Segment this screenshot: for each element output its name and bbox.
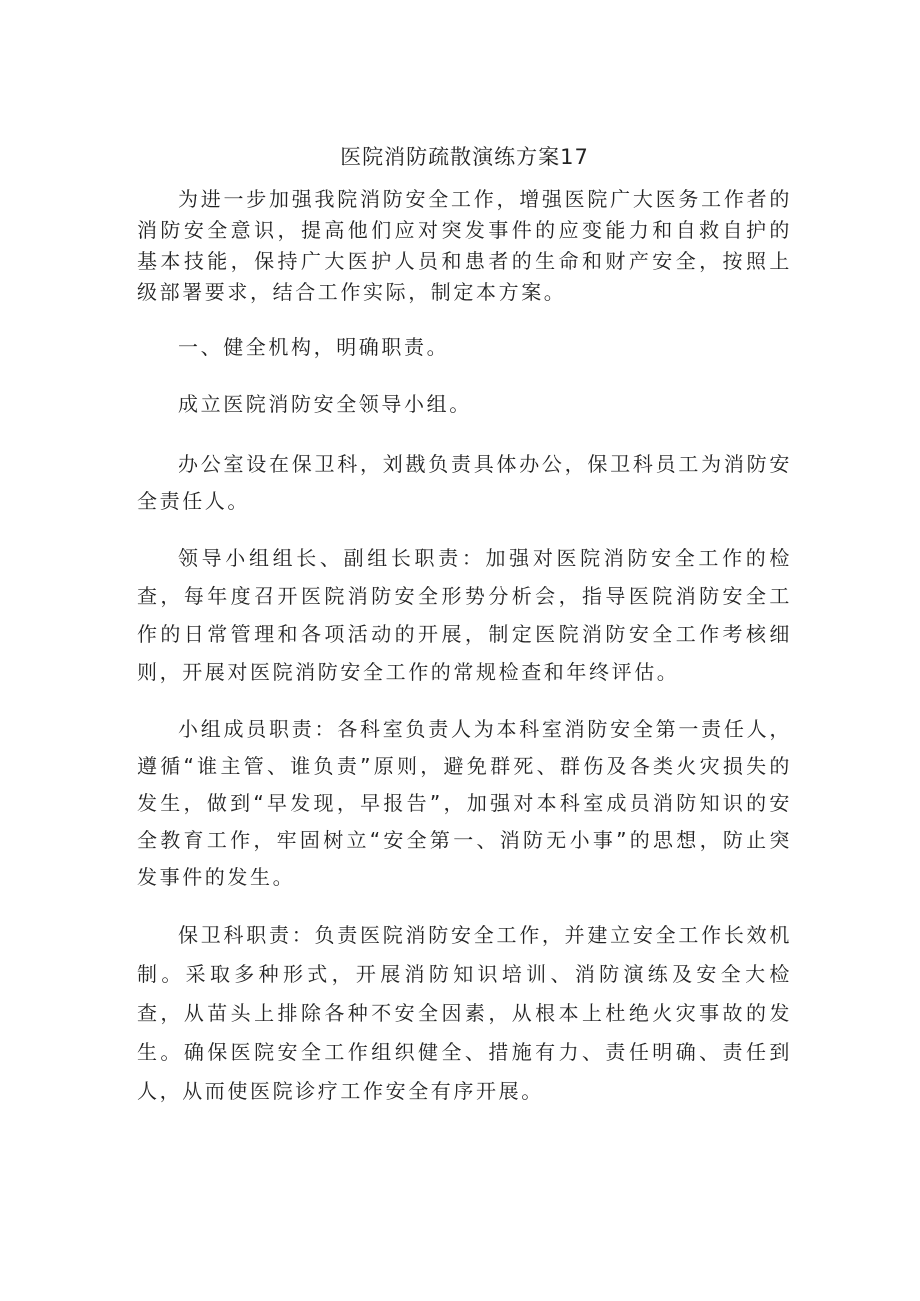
paragraph-security-duties: 保卫科职责：负责医院消防安全工作，并建立安全工作长效机制。采取多种形式，开展消防知识培训、消防演练及安全大检查，从苗头上排除各种不安全因素，从根本上杜绝火灾事故的发生。确保医院安全工作组织健全、措施有力、责任明确、责任到人，从而使医院诊疗工作安全有序开展。 — [137, 923, 792, 1103]
document-title: 医院消防疏散演练方案17 — [340, 145, 589, 169]
paragraph-intro: 为进一步加强我院消防安全工作，增强医院广大医务工作者的消防安全意识，提高他们应对突发事件的应变能力和自救自护的基本技能，保持广大医护人员和患者的生命和财产安全，按照上级部署要求，结合工作实际，制定本方案。 — [137, 187, 792, 304]
paragraph-member-duties: 小组成员职责：各科室负责人为本科室消防安全第一责任人，遵循“谁主管、谁负责”原则，避免群死、群伤及各类火灾损失的发生，做到“早发现，早报告”，加强对本科室成员消防知识的安全教育工作，牢固树立“安全第一、消防无小事”的思想，防止突发事件的发生。 — [137, 717, 792, 889]
paragraph-leader-duties: 领导小组组长、副组长职责：加强对医院消防安全工作的检查，每年度召开医院消防安全形势分析会，指导医院消防安全工作的日常管理和各项活动的开展，制定医院消防安全工作考核细则，开展对医院消防安全工作的常规检查和年终评估。 — [137, 546, 792, 684]
paragraph-office: 办公室设在保卫科，刘戡负责具体办公，保卫科员工为消防安全责任人。 — [137, 452, 792, 513]
paragraph-leadership-group: 成立医院消防安全领导小组。 — [178, 392, 472, 416]
section-heading-1: 一、健全机构，明确职责。 — [178, 335, 450, 359]
